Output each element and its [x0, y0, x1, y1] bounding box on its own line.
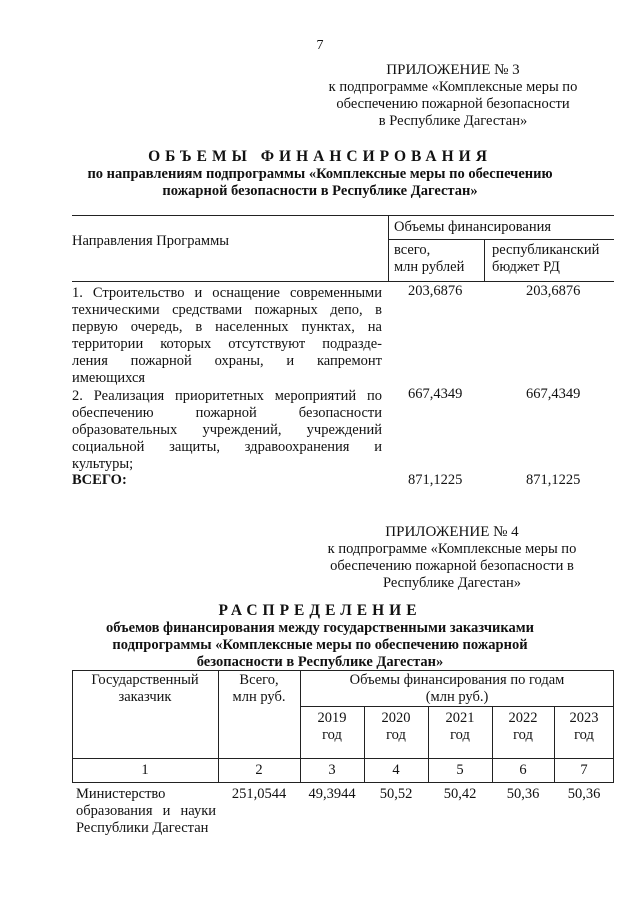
column-header-volumes: Объемы финансирования: [394, 219, 552, 235]
year-header: 2023 год: [569, 710, 599, 743]
table-border: [388, 239, 614, 240]
column-number: 7: [580, 762, 588, 778]
heading-title: РАСПРЕДЕЛЕНИЕ: [218, 602, 422, 619]
appendix-3-line: обеспечению пожарной безопасности: [336, 96, 570, 112]
table-row: 1. Строительство и оснащение современными техническими средствами пожарных депо, в первую очередь, в населенных пунктах, на территории которых отсутствуют подразде- ления пожарной охраны, и капремонт имеющихся: [72, 285, 382, 386]
appendix-3-line: к подпрограмме «Комплексные меры по: [328, 79, 578, 95]
page-number: 7: [316, 38, 324, 53]
table-border: [484, 239, 485, 281]
column-number: 6: [519, 762, 527, 778]
year-header: 2021 год: [445, 710, 475, 743]
column-number: 5: [456, 762, 464, 778]
table-border: [72, 281, 614, 282]
column-header-customer: Государственный заказчик: [91, 672, 199, 705]
year-header: 2022 год: [508, 710, 538, 743]
table-border: [72, 782, 614, 783]
column-number: 1: [141, 762, 149, 778]
table-row-customer: Министерство образования и науки Республики Дагестан: [76, 786, 216, 836]
total-all-value: 871,1225: [408, 472, 463, 488]
table-border: [72, 215, 614, 216]
row-total-value: 667,4349: [408, 386, 463, 402]
column-header-total: Всего, млн руб.: [232, 672, 286, 705]
heading-subtitle-line: объемов финансирования между государственными заказчиками: [105, 620, 534, 636]
heading-subtitle-line: безопасности в Республике Дагестан»: [196, 654, 444, 670]
total-label: ВСЕГО:: [72, 472, 127, 488]
heading-title: ОБЪЕМЫ ФИНАНСИРОВАНИЯ: [148, 148, 492, 165]
appendix-4-line: к подпрограмме «Комплексные меры по: [327, 541, 577, 557]
row-budget-value: 203,6876: [526, 283, 581, 299]
table-border: [300, 706, 614, 707]
table-border: [72, 758, 614, 759]
heading-subtitle-line: по направлениям подпрограммы «Комплексные меры по обеспечению: [87, 166, 553, 182]
row-year-value: 50,36: [567, 786, 601, 802]
appendix-4-line: обеспечению пожарной безопасности в: [330, 558, 574, 574]
column-header-program: Направления Программы: [72, 233, 230, 249]
table-border: [388, 215, 389, 281]
row-year-value: 50,42: [443, 786, 477, 802]
year-header: 2019 год: [317, 710, 347, 743]
row-year-value: 50,52: [379, 786, 413, 802]
row-year-value: 50,36: [506, 786, 540, 802]
column-number: 2: [255, 762, 263, 778]
row-budget-value: 667,4349: [526, 386, 581, 402]
appendix-3-line: в Республике Дагестан»: [378, 113, 528, 129]
appendix-3-title: ПРИЛОЖЕНИЕ № 3: [386, 62, 520, 78]
heading-subtitle-line: подпрограммы «Комплексные меры по обеспечению пожарной: [112, 637, 528, 653]
table-border: [72, 670, 614, 671]
distribution-heading: [70, 602, 570, 671]
column-header-budget: республиканский бюджет РД: [492, 242, 600, 275]
table-row: 2. Реализация приоритетных мероприятий по обеспечению пожарной безопасности образовательных учреждений, учреждений социальной защиты, здравоохранения и культуры;: [72, 388, 382, 472]
heading-subtitle-line: пожарной безопасности в Республике Дагестан»: [162, 183, 478, 199]
year-header: 2020 год: [381, 710, 411, 743]
column-number: 4: [392, 762, 400, 778]
row-total-value: 251,0544: [231, 786, 287, 802]
appendix-3-block: [318, 62, 588, 130]
column-header-years: Объемы финансирования по годам (млн руб.): [349, 672, 565, 705]
appendix-4-block: [314, 524, 590, 592]
column-number: 3: [328, 762, 336, 778]
column-header-total: всего, млн рублей: [394, 242, 465, 275]
financing-volumes-heading: [70, 148, 570, 200]
row-year-value: 49,3944: [308, 786, 356, 802]
total-budget-value: 871,1225: [526, 472, 581, 488]
appendix-4-title: ПРИЛОЖЕНИЕ № 4: [385, 524, 519, 540]
appendix-4-line: Республике Дагестан»: [383, 575, 521, 591]
row-total-value: 203,6876: [408, 283, 463, 299]
